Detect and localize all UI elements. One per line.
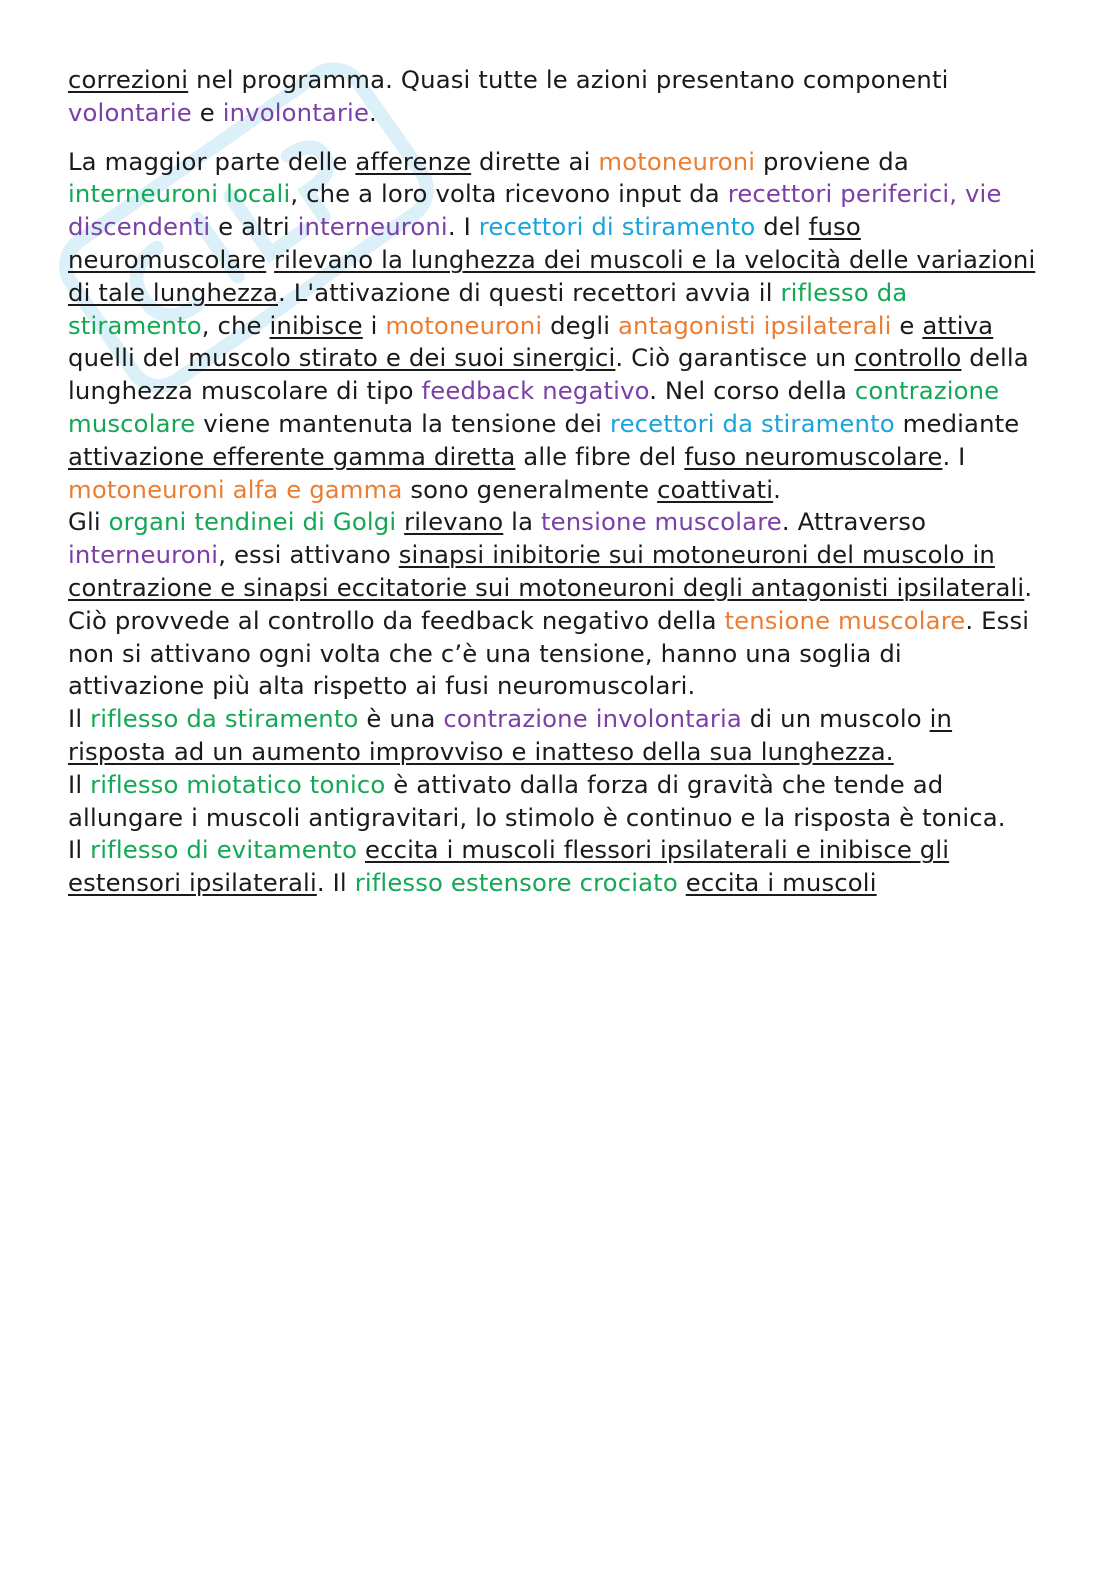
highlighted-term: recettori periferici, vie discendenti — [68, 179, 1002, 242]
text-run: . I — [447, 212, 479, 242]
highlighted-term: tensione muscolare — [540, 507, 782, 537]
highlighted-term: riflesso da stiramento — [68, 277, 908, 340]
text-run: Il — [68, 769, 91, 799]
paragraph — [68, 64, 1043, 130]
highlighted-term: riflesso miotatico tonico — [90, 769, 386, 799]
highlighted-term: motoneuroni — [598, 146, 756, 176]
document-body — [68, 64, 1043, 900]
text-run: Il — [68, 835, 91, 865]
underlined-phrase: rilevano la lunghezza dei muscoli e la velocità delle variazioni di tale lunghezza — [68, 244, 1036, 307]
paragraph — [68, 703, 1043, 769]
text-run: quelli del — [68, 343, 189, 373]
underlined-phrase: inibisce — [269, 310, 363, 340]
highlighted-term: antagonisti ipsilaterali — [618, 310, 892, 340]
underlined-phrase: coattivati — [657, 474, 774, 504]
text-run: dirette ai — [471, 146, 599, 176]
underlined-phrase: fuso neuromuscolare — [68, 212, 861, 274]
text-run: della lunghezza muscolare di tipo — [68, 343, 1029, 406]
text-run: . L'attivazione di questi recettori avvia il — [278, 277, 781, 307]
text-run: di un muscolo — [741, 704, 930, 734]
text-run: Il — [68, 704, 91, 734]
highlighted-term: tensione muscolare — [724, 605, 966, 635]
text-run: . Attraverso — [781, 507, 927, 537]
text-run: e — [191, 97, 223, 127]
highlighted-term: riflesso di evitamento — [90, 835, 358, 865]
highlighted-term: involontarie — [222, 97, 370, 127]
text-run: . Nel corso della — [649, 376, 855, 406]
paragraph — [68, 834, 1043, 900]
text-run: . Ciò garantisce un — [615, 343, 855, 373]
highlighted-term: interneuroni locali — [68, 179, 291, 209]
text-run: mediante — [894, 408, 1020, 438]
text-run: e — [891, 310, 923, 340]
text-run: alle fibre del — [515, 441, 685, 471]
underlined-phrase: correzioni — [68, 65, 189, 94]
text-run — [357, 835, 365, 864]
underlined-phrase: in risposta ad un aumento improvviso e inatteso della sua lunghezza. — [68, 704, 953, 766]
text-run — [266, 245, 274, 274]
text-run: Gli — [68, 507, 109, 537]
highlighted-term: riflesso da stiramento — [90, 704, 359, 734]
text-run: La maggior parte delle — [68, 146, 356, 176]
text-run: degli — [542, 310, 619, 340]
text-run: . — [773, 474, 781, 504]
highlighted-term: feedback negativo — [421, 376, 650, 406]
underlined-phrase: attivazione efferente gamma diretta — [68, 441, 516, 471]
highlighted-term: riflesso estensore crociato — [354, 868, 678, 898]
text-run: viene mantenuta la tensione dei — [195, 408, 610, 438]
underlined-phrase: muscolo stirato e dei suoi sinergici — [188, 343, 616, 373]
underlined-phrase: eccita i muscoli — [685, 868, 877, 898]
highlighted-term: contrazione involontaria — [443, 704, 742, 734]
text-run: i — [362, 310, 386, 340]
underlined-phrase: fuso neuromuscolare — [684, 441, 943, 471]
text-run: . Ciò provvede al controllo da feedback negativo della — [68, 572, 1033, 635]
text-run: . Il — [316, 868, 355, 898]
highlighted-term: recettori da stiramento — [609, 408, 895, 438]
text-run: . Essi non si attivano ogni volta che c’è una tensione, hanno una soglia di attivazione più alta rispetto ai fusi neuromuscolari. — [68, 605, 1030, 701]
text-run: . I — [942, 441, 966, 471]
paragraph — [68, 506, 1043, 703]
highlighted-term: motoneuroni alfa e gamma — [68, 474, 403, 504]
paragraph — [68, 769, 1043, 835]
highlighted-term: recettori di stiramento — [478, 212, 756, 242]
text-run: del — [755, 212, 809, 242]
text-run: , che a loro volta ricevono input da — [290, 179, 728, 209]
underlined-phrase: attiva — [922, 310, 994, 340]
highlighted-term: motoneuroni — [385, 310, 543, 340]
text-run: , essi attivano — [218, 540, 399, 570]
text-run: è attivato dalla forza di gravità che tende ad allungare i muscoli antigravitari, lo stimolo è continuo e la risposta è tonica. — [68, 769, 1006, 832]
underlined-phrase: rilevano — [404, 507, 504, 537]
text-run: , che — [201, 310, 270, 340]
underlined-phrase: eccita i muscoli flessori ipsilaterali e inibisce gli estensori ipsilaterali — [68, 835, 950, 898]
text-run: è una — [358, 704, 444, 734]
underlined-phrase: controllo — [854, 343, 962, 373]
paragraph — [68, 146, 1043, 507]
highlighted-term: interneuroni — [297, 212, 448, 242]
highlighted-term: volontarie — [68, 97, 192, 127]
text-run: . — [369, 97, 377, 127]
highlighted-term: organi tendinei di Golgi — [108, 507, 397, 537]
text-run: nel programma. Quasi tutte le azioni presentano componenti — [188, 65, 949, 94]
text-run: proviene da — [755, 146, 909, 176]
underlined-phrase: sinapsi inibitorie sui motoneuroni del muscolo in contrazione e sinapsi eccitatorie sui motoneuroni degli antagonisti ipsilaterali — [68, 540, 1025, 602]
text-run — [678, 868, 686, 897]
highlighted-term: interneuroni — [68, 540, 219, 570]
text-run: sono generalmente — [402, 474, 658, 504]
text-run — [396, 507, 404, 536]
highlighted-term: contrazione muscolare — [68, 376, 1000, 438]
text-run: e altri — [210, 212, 298, 242]
underlined-phrase: afferenze — [355, 146, 472, 176]
text-run: la — [503, 507, 541, 537]
